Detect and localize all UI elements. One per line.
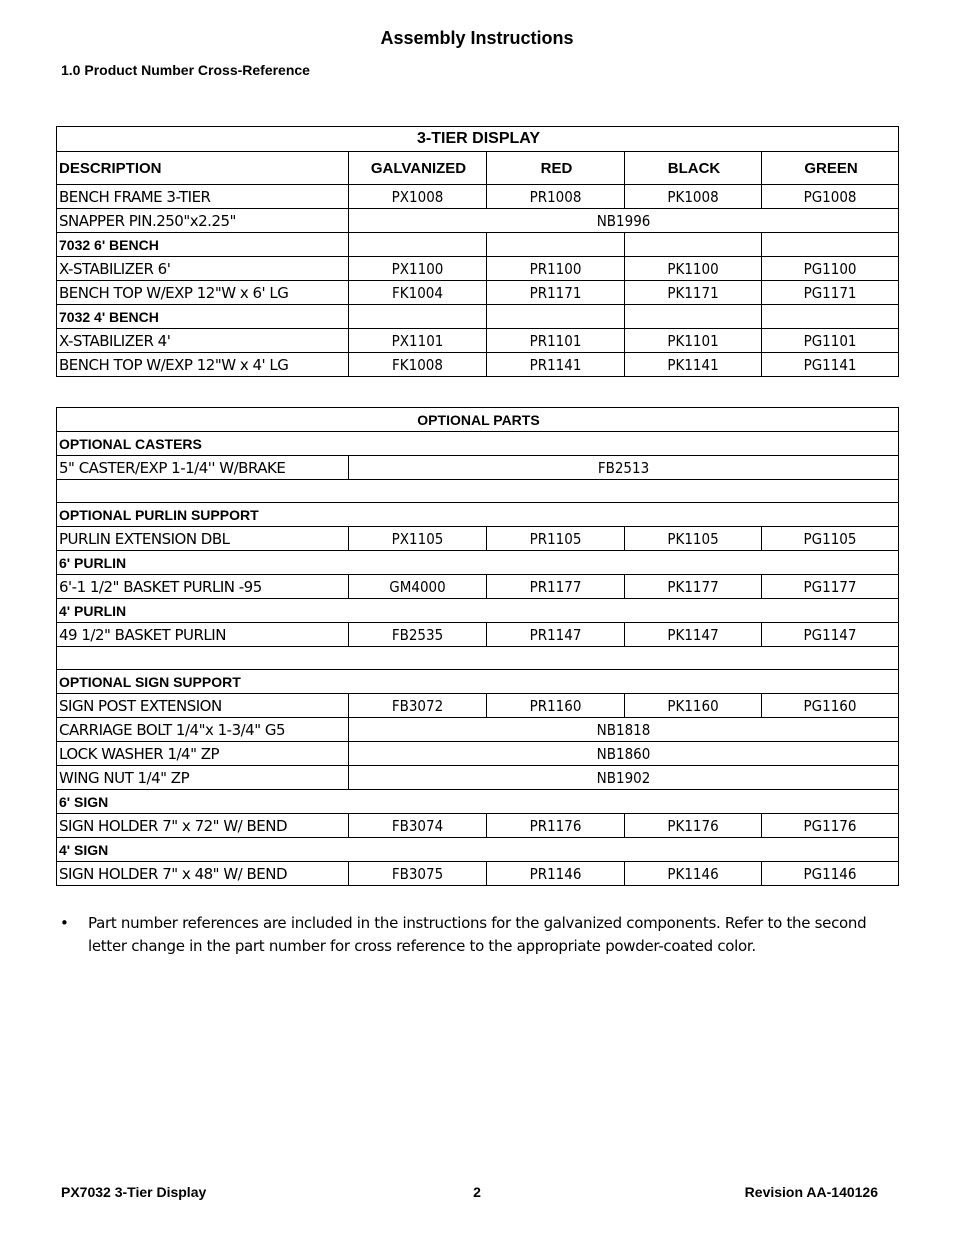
part-number-cell: PR1141 (487, 353, 625, 377)
description-cell: CARRIAGE BOLT 1/4"x 1-3/4" G5 (57, 718, 349, 742)
column-header: DESCRIPTION (57, 152, 349, 185)
part-number-cell: PG1171 (762, 281, 899, 305)
part-number-cell: NB1902 (349, 766, 899, 790)
table-caption: OPTIONAL PARTS (57, 408, 899, 432)
empty-cell (625, 305, 762, 329)
table-row (57, 694, 899, 718)
column-header: GALVANIZED (349, 152, 487, 185)
part-number-cell: PR1176 (487, 814, 625, 838)
part-number-cell: PG1176 (762, 814, 899, 838)
empty-cell (349, 233, 487, 257)
blank-cell (57, 647, 899, 670)
description-cell: PURLIN EXTENSION DBL (57, 527, 349, 551)
part-number-cell: PR1146 (487, 862, 625, 886)
description-cell: SIGN HOLDER 7" x 48" W/ BEND (57, 862, 349, 886)
part-number-cell: PR1147 (487, 623, 625, 647)
part-number-cell: PR1160 (487, 694, 625, 718)
table-row (57, 575, 899, 599)
description-cell: BENCH TOP W/EXP 12"W x 4' LG (57, 353, 349, 377)
note (60, 912, 895, 958)
part-number-cell: PR1177 (487, 575, 625, 599)
part-number-cell: FB3074 (349, 814, 487, 838)
table-row (57, 209, 899, 233)
section-heading-cell: 6' SIGN (57, 790, 899, 814)
part-number-cell: PX1008 (349, 185, 487, 209)
description-cell: X-STABILIZER 4' (57, 329, 349, 353)
table-caption-row (57, 408, 899, 432)
part-number-cell: NB1860 (349, 742, 899, 766)
section-heading-cell: OPTIONAL SIGN SUPPORT (57, 670, 899, 694)
part-number-cell: PR1008 (487, 185, 625, 209)
part-number-cell: PR1101 (487, 329, 625, 353)
table-row (57, 790, 899, 814)
table-header-row (57, 152, 899, 185)
part-number-cell: PK1171 (625, 281, 762, 305)
part-number-cell: PR1100 (487, 257, 625, 281)
table-caption: 3-TIER DISPLAY (57, 127, 899, 152)
empty-cell (762, 233, 899, 257)
part-number-cell: PK1100 (625, 257, 762, 281)
part-number-cell: PG1177 (762, 575, 899, 599)
part-number-cell: FB3075 (349, 862, 487, 886)
table-row (57, 766, 899, 790)
table-row (57, 838, 899, 862)
section-heading-cell: 4' SIGN (57, 838, 899, 862)
empty-cell (625, 233, 762, 257)
table-row (57, 670, 899, 694)
table-row (57, 599, 899, 623)
part-number-cell: PK1147 (625, 623, 762, 647)
table-row (57, 233, 899, 257)
column-header: BLACK (625, 152, 762, 185)
part-number-cell: NB1818 (349, 718, 899, 742)
description-cell: SIGN HOLDER 7" x 72" W/ BEND (57, 814, 349, 838)
optional-parts-table (56, 407, 899, 886)
part-number-cell: PK1160 (625, 694, 762, 718)
part-number-cell: PG1100 (762, 257, 899, 281)
part-number-cell: PG1101 (762, 329, 899, 353)
table-row (57, 814, 899, 838)
section-heading-cell: OPTIONAL PURLIN SUPPORT (57, 503, 899, 527)
part-number-cell: PG1146 (762, 862, 899, 886)
table-row (57, 551, 899, 575)
description-cell: 49 1/2" BASKET PURLIN (57, 623, 349, 647)
part-number-cell: PX1100 (349, 257, 487, 281)
part-number-cell: PR1171 (487, 281, 625, 305)
section-heading-cell: OPTIONAL CASTERS (57, 432, 899, 456)
table-row (57, 623, 899, 647)
empty-cell (349, 305, 487, 329)
part-number-cell: PK1141 (625, 353, 762, 377)
description-cell: 5" CASTER/EXP 1-1/4'' W/BRAKE (57, 456, 349, 480)
part-number-cell: PG1147 (762, 623, 899, 647)
description-cell: SNAPPER PIN.250"x2.25" (57, 209, 349, 233)
description-cell: BENCH FRAME 3-TIER (57, 185, 349, 209)
part-number-cell: FB2513 (349, 456, 899, 480)
table-row (57, 353, 899, 377)
part-number-cell: FB2535 (349, 623, 487, 647)
footer-page-number: 2 (473, 1184, 481, 1200)
description-cell: SIGN POST EXTENSION (57, 694, 349, 718)
empty-cell (762, 305, 899, 329)
description-cell: BENCH TOP W/EXP 12"W x 6' LG (57, 281, 349, 305)
description-cell: LOCK WASHER 1/4" ZP (57, 742, 349, 766)
part-number-cell: PG1160 (762, 694, 899, 718)
part-number-cell: GM4000 (349, 575, 487, 599)
display-table (56, 126, 899, 377)
part-number-cell: NB1996 (349, 209, 899, 233)
note-text: Part number references are included in the instructions for the galvanized components. Refer to the second letter change in the part number for cross reference to the appropriate powder-coated color. (88, 914, 867, 955)
empty-cell (487, 305, 625, 329)
section-heading: 1.0 Product Number Cross-Reference (61, 62, 310, 78)
section-heading-cell: 4' PURLIN (57, 599, 899, 623)
part-number-cell: FB3072 (349, 694, 487, 718)
part-number-cell: PK1146 (625, 862, 762, 886)
bullet-icon: • (60, 914, 69, 932)
column-header: GREEN (762, 152, 899, 185)
description-cell: 6'-1 1/2" BASKET PURLIN -95 (57, 575, 349, 599)
part-number-cell: PK1105 (625, 527, 762, 551)
section-heading-cell: 7032 4' BENCH (57, 305, 349, 329)
description-cell: WING NUT 1/4" ZP (57, 766, 349, 790)
table-row (57, 257, 899, 281)
section-heading-cell: 6' PURLIN (57, 551, 899, 575)
table-row (57, 281, 899, 305)
table-row (57, 305, 899, 329)
table-row (57, 456, 899, 480)
part-number-cell: PR1105 (487, 527, 625, 551)
part-number-cell: FK1004 (349, 281, 487, 305)
part-number-cell: PX1101 (349, 329, 487, 353)
part-number-cell: PG1008 (762, 185, 899, 209)
part-number-cell: PK1008 (625, 185, 762, 209)
table-row (57, 432, 899, 456)
table-row (57, 527, 899, 551)
table-row (57, 647, 899, 670)
table-row (57, 742, 899, 766)
table-row (57, 503, 899, 527)
part-number-cell: PK1101 (625, 329, 762, 353)
part-number-cell: PG1141 (762, 353, 899, 377)
empty-cell (487, 233, 625, 257)
part-number-cell: FK1008 (349, 353, 487, 377)
part-number-cell: PK1176 (625, 814, 762, 838)
table-row (57, 718, 899, 742)
table-row (57, 862, 899, 886)
column-header: RED (487, 152, 625, 185)
description-cell: X-STABILIZER 6' (57, 257, 349, 281)
section-heading-cell: 7032 6' BENCH (57, 233, 349, 257)
table-row (57, 480, 899, 503)
blank-cell (57, 480, 899, 503)
part-number-cell: PK1177 (625, 575, 762, 599)
table-caption-row (57, 127, 899, 152)
page-title: Assembly Instructions (380, 28, 574, 48)
footer-revision: Revision AA-140126 (744, 1184, 878, 1200)
table-row (57, 185, 899, 209)
part-number-cell: PG1105 (762, 527, 899, 551)
table-row (57, 329, 899, 353)
footer-document-name: PX7032 3-Tier Display (61, 1184, 207, 1200)
part-number-cell: PX1105 (349, 527, 487, 551)
